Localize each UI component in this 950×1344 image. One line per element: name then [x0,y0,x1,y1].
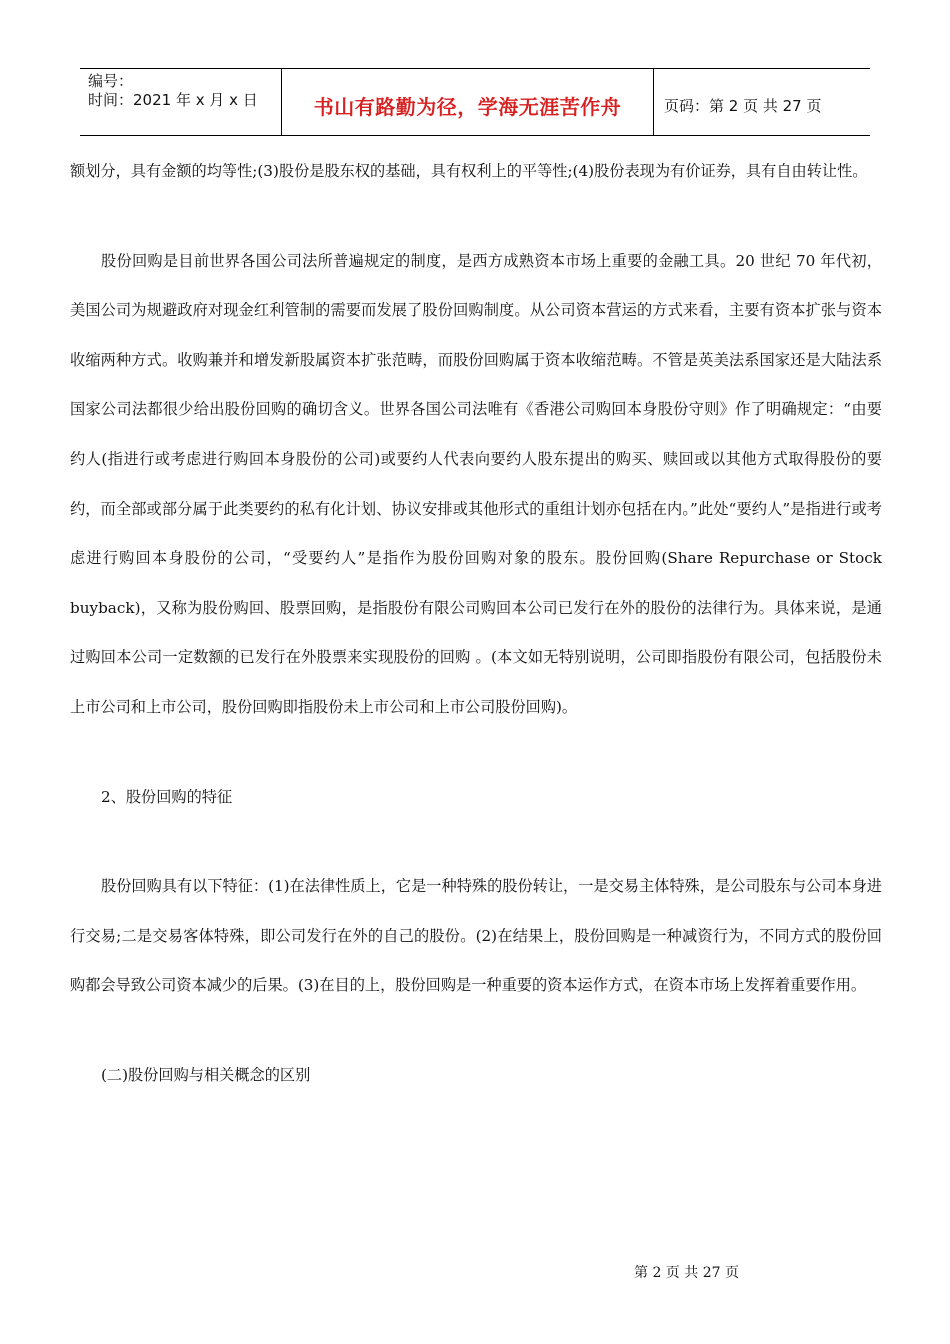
section-heading-features: 2、股份回购的特征 [101,787,233,806]
page-header [80,68,870,136]
page-footer: 第 2 页 共 27 页 [634,1265,739,1281]
document-date: 时间：2021 年 x 月 x 日 [88,91,258,109]
paragraph-spacer [70,1011,882,1051]
paragraph-spacer [70,733,882,773]
paragraph-continued: 额划分，具有金额的均等性;(3)股份是股东权的基础，具有权利上的平等性;(4)股份表现为有价证券，具有自由转让性。 [70,162,868,180]
section-heading-distinctions: (二)股份回购与相关概念的区别 [101,1065,311,1084]
paragraph-spacer [70,822,882,862]
header-meta-cell [80,69,282,135]
document-number-label: 编号： [88,72,134,90]
paragraph-share-repurchase-definition: 股份回购是目前世界各国公司法所普遍规定的制度，是西方成熟资本市场上重要的金融工具。20 世纪 70 年代初，美国公司为规避政府对现金红利管制的需要而发展了股份回购制度。从公司资本营运的方式来看，主要有资本扩张与资本收缩两种方式。收购兼并和增发新股属资本扩张范畴，而股份回购属于资本收缩范畴。不管是英美法系国家还是大陆法系国家公司法都很少给出股份回购的确切含义。世界各国公司法唯有《香港公司购回本身股份守则》作了明确规定：“由要约人(指进行或考虑进行购回本身股份的公司)或要约人代表向要约人股东提出的购买、赎回或以其他方式取得股份的要约，而全部或部分属于此类要约的私有化计划、协议安排或其他形式的重组计划亦包括在内。”此处“要约人”是指进行或考虑进行购回本身股份的公司，“受要约人”是指作为股份回购对象的股东。股份回购(Share Repurchase or Stock buyback)，又称为股份购回、股票回购，是指股份有限公司购回本公司已发行在外的股份的法律行为。具体来说，是通过购回本公司一定数额的已发行在外股票来实现股份的回购 。(本文如无特别说明，公司即指股份有限公司，包括股份未上市公司和上市公司，股份回购即指股份未上市公司和上市公司股份回购)。 [70,251,882,716]
document-body [70,147,882,1101]
header-motto: 书山有路勤为径，学海无涯苦作舟 [282,69,654,135]
header-page-info: 页码：第 2 页 共 27 页 [664,96,822,115]
paragraph-features: 股份回购具有以下特征：(1)在法律性质上，它是一种特殊的股份转让，一是交易主体特殊，是公司股东与公司本身进行交易;二是交易客体特殊，即公司发行在外的自己的股份。(2)在结果上，股份回购是一种减资行为，不同方式的股份回购都会导致公司资本减少的后果。(3)在目的上，股份回购是一种重要的资本运作方式，在资本市场上发挥着重要作用。 [70,877,882,995]
paragraph-spacer [70,197,882,237]
